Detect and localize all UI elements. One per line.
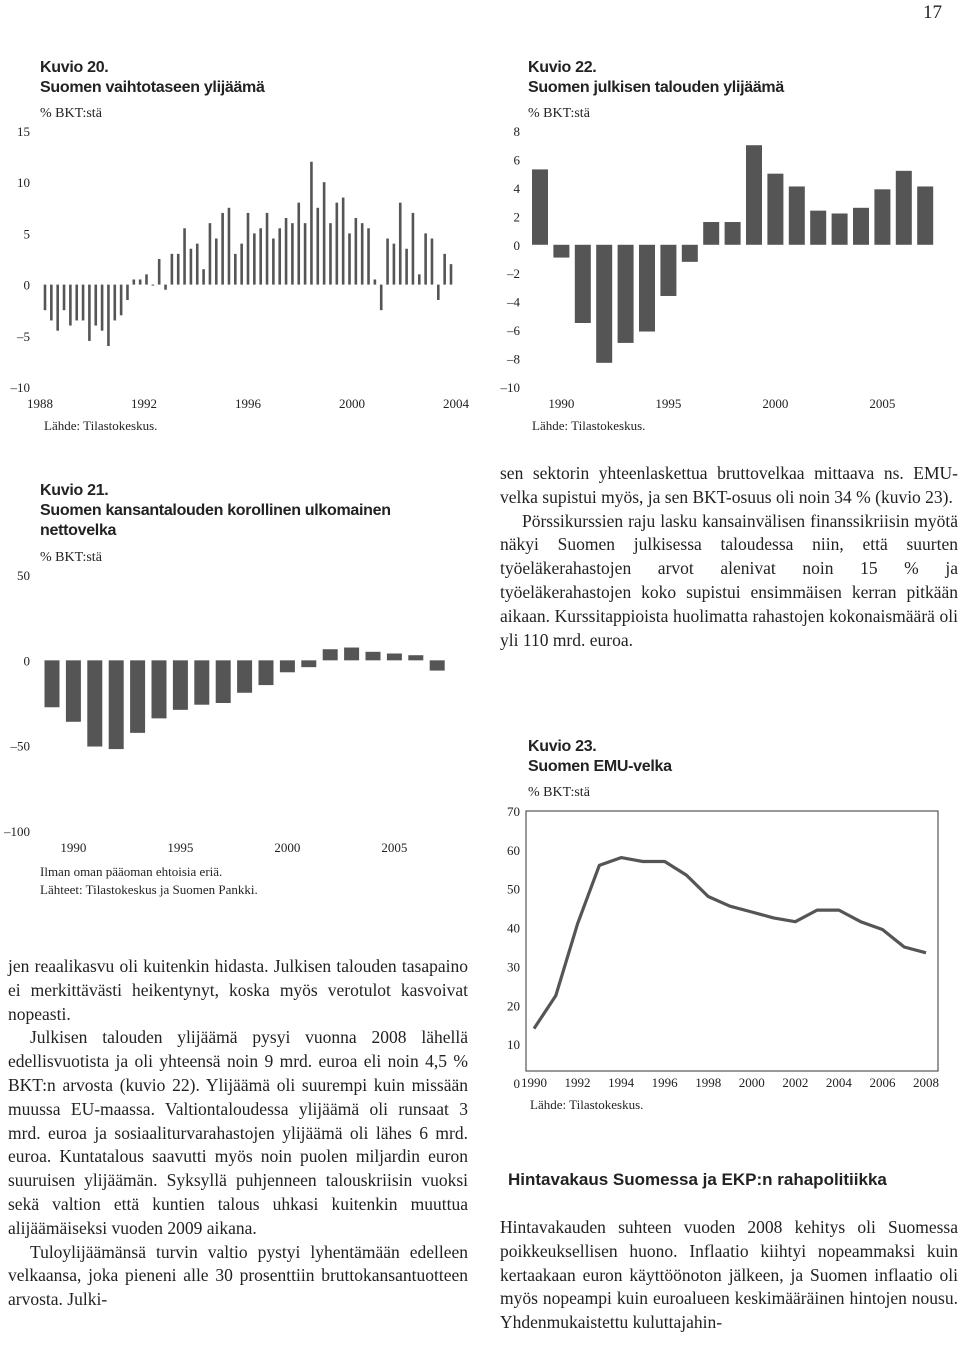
fig22-bar [853,208,869,245]
fig20-unit: % BKT:stä [40,106,102,121]
fig20-bar [323,182,326,284]
fig23-ytick-5: 50 [507,881,520,897]
fig21-bar [152,660,167,718]
fig20-bar [101,285,104,331]
fig20-bar [316,208,319,285]
fig21-bar [344,648,359,661]
fig21-bar [259,660,274,685]
fig20-bar [120,285,123,316]
fig22-bar [896,171,912,245]
left-paragraph-1: jen reaalikasvu oli kuitenkin hidasta. Julkisen talouden tasapaino ei merkittävästi heikentynyt, koska myös verotulot kasvoivat nopeasti. [8,956,468,1024]
fig22-bar [832,213,848,244]
fig20-bar [291,223,294,284]
fig23-ytick-0: 0 [513,1076,520,1090]
fig23-title: Suomen EMU-velka [528,758,672,775]
fig20-bar [253,233,256,284]
fig23-ytick-3: 30 [507,959,520,975]
fig20-bar [450,264,453,284]
fig20-chart [0,0,480,420]
fig20-bar [348,233,351,284]
fig20-title: Suomen vaihtotaseen ylijäämä [40,79,265,96]
section-paragraph-1: Hintavakauden suhteen vuoden 2008 kehitys oli Suomessa poikkeuksellisen huono. Inflaatio kiihtyi nopeammaksi kuin kertaakaan euron käyttöönoton jälkeen, ja Suomen inflaatio oli myös nopeampi kuin euroalueen keskimääräinen hintojen nousu. Yhdenmukaistettu kuluttajahin- [500,1217,958,1333]
fig22-unit: % BKT:stä [528,106,590,121]
fig20-bar [75,285,78,321]
left-paragraph-3: Tuloylijäämänsä turvin valtio pystyi lyhentämään edelleen velkaansa, joka pieneni alle 30 prosenttiin bruttokansantuotteen arvosta. Julki- [8,1241,468,1310]
fig20-bar [310,162,313,285]
fig20-ytick-1: –5 [17,328,30,344]
fig23-ytick-1: 10 [507,1037,520,1053]
fig20-xtick-4: 2004 [443,396,469,411]
fig21-bar [430,660,445,670]
fig20-bar [139,279,142,284]
fig23-xtick-0: 1990 [521,1075,547,1090]
fig23-xtick-4: 1998 [695,1075,722,1090]
fig21-xtick-2: 2000 [274,840,301,855]
fig20-bar [88,285,91,341]
fig23-xtick-6: 2002 [782,1075,809,1090]
fig20-bar [393,244,396,285]
fig21-bar [280,660,295,672]
left-column-text [8,955,468,1312]
fig20-bar [285,218,288,285]
fig20-bar [443,254,446,285]
fig22-ytick-1: –8 [507,351,520,367]
fig21-chart [0,540,480,860]
fig20-bar [215,239,218,285]
fig21-bar [366,652,381,661]
fig20-bar [266,213,269,285]
fig20-bar [355,218,358,285]
fig20-bar [380,285,383,311]
fig22-bar [874,189,890,244]
fig20-bar [342,198,345,285]
fig20-bar [183,228,186,284]
fig22-bar [575,245,591,323]
left-paragraph-2: Julkisen talouden ylijäämä pysyi vuonna 2008 lähellä edellisvuotista ja oli yhteensä noin 9 mrd. euroa eli noin 4,5 % BKT:n arvosta (kuvio 22). Ylijäämä oli suurempi kuin missään muussa EU-maassa. Valtiontaloudessa ylijäämä oli runsaat 3 mrd. euroa ja sosiaaliturvarahastojen ylijäämä oli lähes 6 mrd. euroa. Kuntatalous saavutti myös noin puolen miljardin euron suuruisen ylijäämän. Syksyllä puhjenneen talouskriisin vuoksi sekä valtion että kuntien talous uhkasi kuitenkin muuttua alijäämäiseksi vuoden 2009 aikana. [8,1027,468,1238]
fig20-bar [209,223,212,284]
fig20-bar [228,208,231,285]
fig22-bar [639,245,655,332]
fig20-bar [133,279,136,284]
fig22-xtick-1: 1995 [655,396,682,411]
fig21-note: Ilman oman pääoman ehtoisia eriä. [40,864,223,879]
fig21-bar [301,660,316,667]
fig20-ytick-3: 5 [23,226,30,242]
section-heading: Hintavakaus Suomessa ja EKP:n rahapolitiikka [508,1170,887,1189]
fig20-bar [437,285,440,300]
fig20-bar [329,223,332,284]
fig20-bar [234,254,237,285]
fig20-bar [126,285,129,300]
fig20-bar [196,244,199,285]
fig20-bar [240,244,243,285]
right-paragraph-1: sen sektorin yhteenlaskettua bruttovelkaa mittaava ns. EMU-velka supistui myös, ja sen BKT-osuus oli noin 34 % (kuvio 23). [500,463,958,507]
fig21-xtick-0: 1990 [60,840,87,855]
fig20-xtick-0: 1988 [27,396,53,411]
fig20-xtick-1: 1992 [131,396,157,411]
fig20-bar [367,228,370,284]
fig21-ytick-1: –50 [10,738,30,754]
fig21-bar [45,660,60,707]
fig20-bar [399,203,402,285]
fig20-bar [418,274,421,284]
fig20-bar [107,285,110,346]
fig20-bar [164,285,167,290]
page-number: 17 [923,2,942,23]
fig20-bar [278,228,281,284]
fig20-bar [297,203,300,285]
fig21-bar [194,660,209,704]
fig22-bar [553,245,569,258]
fig23-xtick-5: 2000 [738,1075,765,1090]
fig20-bar [145,274,148,284]
fig22-bar [789,186,805,244]
fig22-xtick-0: 1990 [548,396,575,411]
fig20-label: Kuvio 20. [40,59,109,76]
fig23-xtick-8: 2006 [869,1075,896,1090]
fig20-bar [221,213,224,285]
fig22-ytick-2: –6 [507,323,520,339]
fig21-bar [173,660,188,709]
fig20-bar [50,285,53,321]
fig23-label: Kuvio 23. [528,738,597,755]
fig21-title-line2: nettovelka [40,522,117,539]
fig23-frame [526,811,938,1071]
fig22-ytick-8: 6 [513,152,520,168]
fig22-bar [746,145,762,245]
fig20-bar [63,285,66,311]
section-text [500,1216,958,1335]
fig22-bar [660,245,676,296]
fig20-bar [158,259,161,285]
fig23-ytick-4: 40 [507,920,520,936]
fig23-ytick-2: 20 [507,998,520,1014]
fig21-bar [66,660,81,721]
fig22-source: Lähde: Tilastokeskus. [532,418,646,433]
fig21-xtick-1: 1995 [167,840,194,855]
fig20-bar [177,254,180,285]
fig20-ytick-0: –10 [10,380,30,395]
fig20-ytick-2: 0 [23,277,30,293]
fig20-source: Lähde: Tilastokeskus. [44,418,158,433]
fig20-bar [247,213,250,285]
fig20-bar [259,228,262,284]
fig20-bar [374,279,377,284]
fig20-bar [171,254,174,285]
fig22-bar [682,245,698,262]
fig21-ytick-0: –100 [4,824,30,839]
fig22-bar [917,186,933,244]
fig22-ytick-9: 8 [513,124,520,139]
fig22-title: Suomen julkisen talouden ylijäämä [528,79,784,96]
fig20-bar [56,285,59,331]
fig20-ytick-4: 10 [17,175,30,191]
fig22-bar [767,174,783,245]
fig20-bar [94,285,97,326]
fig20-bar [431,239,434,285]
fig22-chart [480,0,960,420]
fig23-ytick-6: 60 [507,842,520,858]
fig22-bar [596,245,612,363]
fig23-xtick-9: 2008 [913,1075,939,1090]
fig23-xtick-1: 1992 [564,1075,591,1090]
fig22-ytick-6: 2 [513,209,520,225]
fig21-bar [216,660,231,703]
fig22-label: Kuvio 22. [528,59,597,76]
fig20-bar [361,223,364,284]
fig22-bar [532,169,548,244]
fig20-bar [113,285,116,321]
fig20-bar [44,285,47,311]
fig22-xtick-2: 2000 [762,396,789,411]
fig21-bar [323,649,338,660]
fig20-ytick-5: 15 [17,124,30,139]
fig23-unit: % BKT:stä [528,785,590,800]
fig23-xtick-3: 1996 [651,1075,678,1090]
fig21-bar [408,655,423,660]
fig23-line-series [534,858,926,1029]
fig21-xtick-3: 2005 [381,840,408,855]
fig23-ytick-7: 70 [507,804,520,819]
fig21-unit: % BKT:stä [40,550,102,565]
fig20-bar [202,269,205,284]
fig21-label: Kuvio 21. [40,482,109,499]
fig21-bar [87,660,102,746]
fig20-xtick-2: 1996 [235,396,261,411]
fig21-ytick-3: 50 [17,568,30,583]
fig21-ytick-2: 0 [23,653,30,669]
fig22-bar [810,211,826,245]
fig22-ytick-3: –4 [507,294,520,310]
fig22-xtick-3: 2005 [869,396,896,411]
fig21-bar [387,654,402,661]
fig20-bar [386,239,389,285]
right-paragraph-2: Pörssikurssien raju lasku kansainvälisen finanssikriisin myötä näkyi Suomen julkisessa taloudessa niin, että suurten työeläkerahastojen arvot alenivat noin 15 % ja työeläkerahastojen koko supistui ensimmäisen kerran pitkään aikaan. Kurssitappioista huolimatta rahastojen kokonaismäärä oli yli 110 mrd. euroa. [500,510,958,650]
fig21-bar [130,660,145,733]
fig20-bar [336,203,339,285]
fig20-bar [424,233,427,284]
fig21-title-line1: Suomen kansantalouden korollinen ulkomainen [40,502,391,519]
fig22-bar [618,245,634,343]
fig20-bar [272,239,275,285]
fig20-bar [69,285,72,326]
fig21-bar [237,660,252,692]
fig20-xtick-3: 2000 [339,396,365,411]
fig22-ytick-0: –10 [500,380,520,395]
fig20-bar [405,249,408,285]
fig20-bar [412,213,415,285]
fig23-xtick-7: 2004 [825,1075,852,1090]
fig22-bar [703,222,719,245]
fig23-chart [480,790,960,1090]
fig22-ytick-4: –2 [507,266,520,282]
fig23-xtick-2: 1994 [608,1075,635,1090]
fig21-bar [109,660,124,749]
fig22-ytick-5: 0 [513,237,520,253]
fig20-bar [152,285,155,286]
fig21-source: Lähteet: Tilastokeskus ja Suomen Pankki. [40,882,258,897]
fig22-ytick-7: 4 [513,180,520,196]
fig22-bar [725,222,741,245]
fig23-source: Lähde: Tilastokeskus. [530,1097,644,1112]
fig20-bar [304,223,307,284]
fig20-bar [82,285,85,321]
fig20-bar [190,249,193,285]
right-column-text [500,462,958,652]
